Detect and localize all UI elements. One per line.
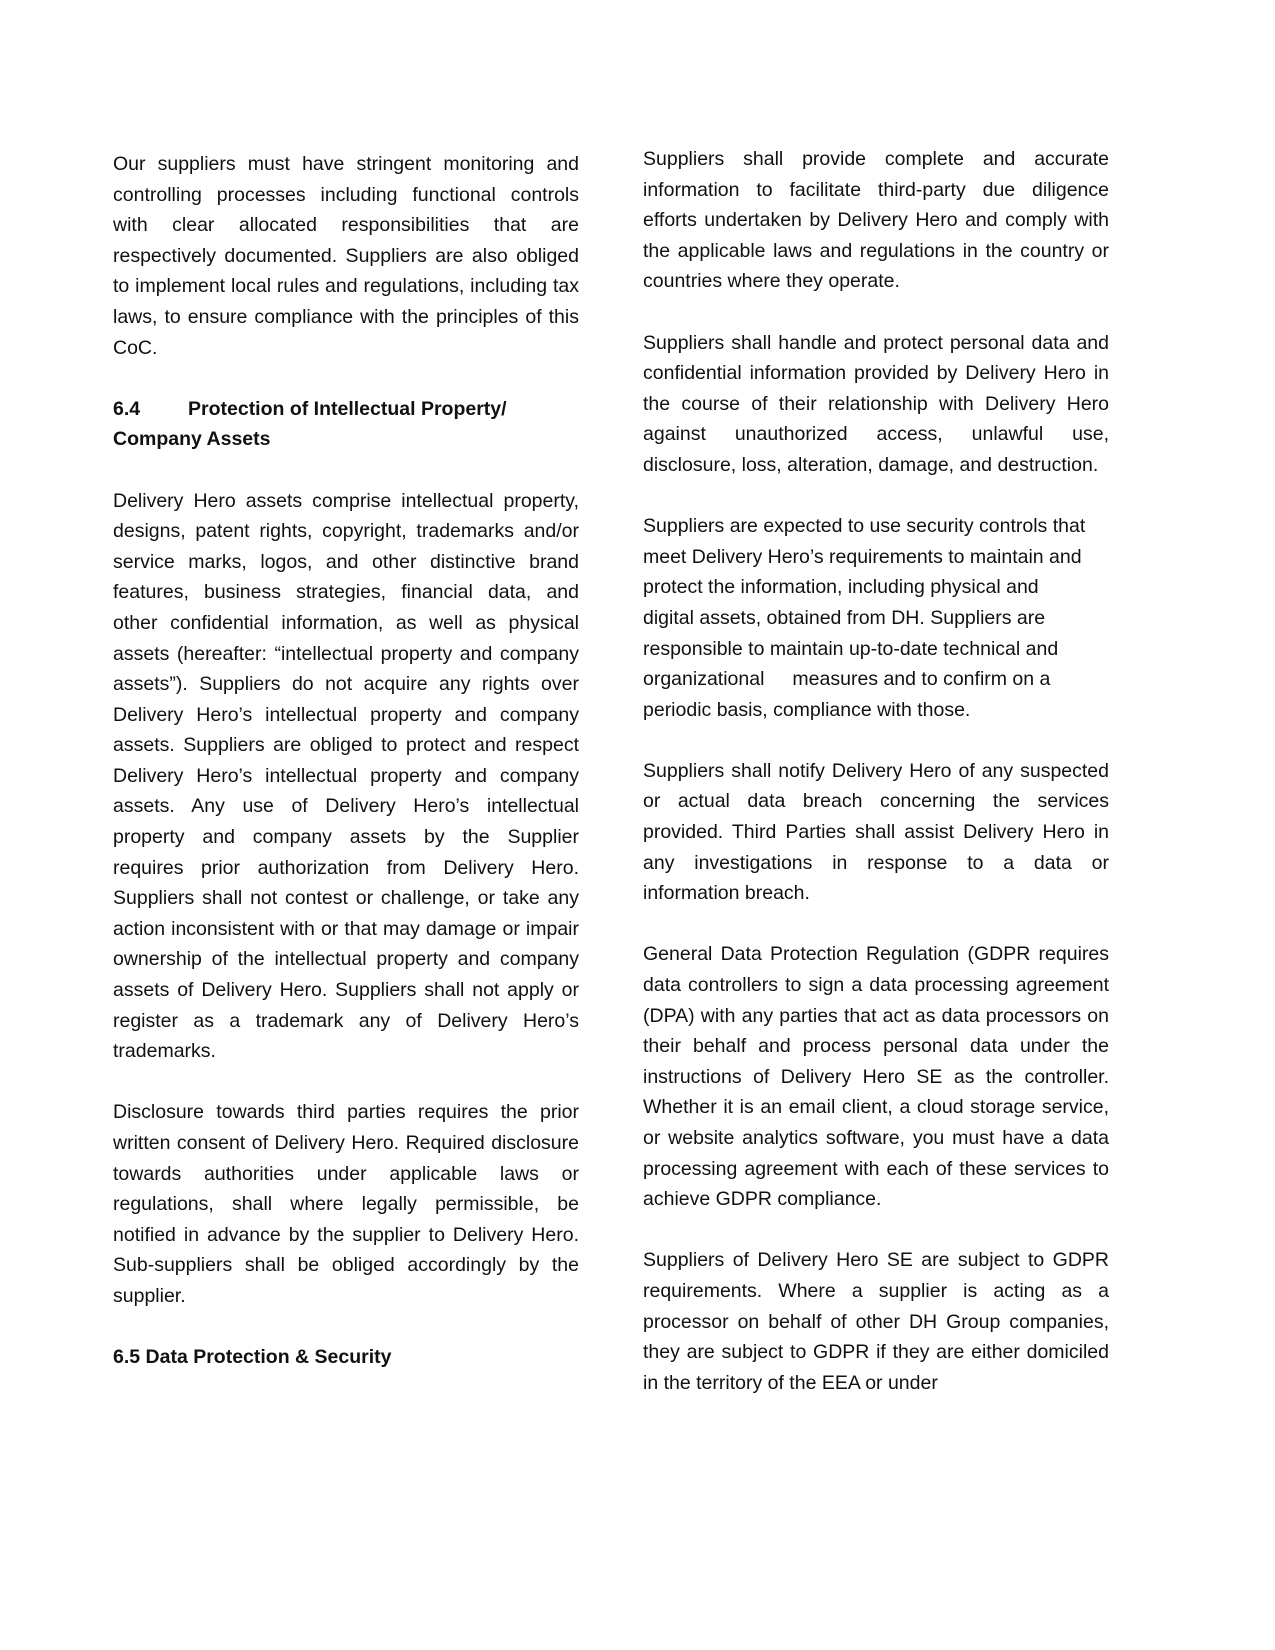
- security-controls-paragraph: [643, 511, 1109, 725]
- section-6-4-title-line1: Protection of Intellectual Property/: [188, 397, 507, 420]
- assets-paragraph: Delivery Hero assets comprise intellectual property, designs, patent rights, copyright, trademarks and/or service marks, logos, and other distinctive brand features, business strategies, financial data, and other confidential information, as well as physical assets (hereafter: “intellectual property and company assets”). Suppliers do not acquire any rights over Delivery Hero’s intellectual property and company assets. Suppliers are obliged to protect and respect Delivery Hero’s intellectual property and company assets. Any use of Delivery Hero’s intellectual property and company assets by the Supplier requires prior authorization from Delivery Hero. Suppliers shall not contest or challenge, or take any action inconsistent with or that may damage or impair ownership of the intellectual property and company assets of Delivery Hero. Suppliers shall not apply or register as a trademark any of Delivery Hero’s trademarks.: [113, 489, 579, 1063]
- section-6-5-heading: 6.5 Data Protection & Security: [113, 1346, 392, 1369]
- security-line-6b: measures and to confirm on a: [792, 668, 1051, 691]
- security-line-6a: organizational: [643, 668, 765, 691]
- security-line-1: Suppliers are expected to use security controls that: [643, 515, 1086, 538]
- security-line-2: meet Delivery Hero’s requirements to maintain and: [643, 545, 1082, 568]
- right-column: [643, 144, 1109, 1429]
- disclosure-paragraph: Disclosure towards third parties requires the prior written consent of Delivery Hero. Required disclosure towards authorities under applicable laws or regulations, shall where legally permissible, be notified in advance by the supplier to Delivery Hero. Sub-suppliers shall be obliged accordingly by the supplier.: [113, 1101, 579, 1307]
- section-6-4-number: 6.4: [113, 397, 141, 420]
- monitoring-paragraph: Our suppliers must have stringent monitoring and controlling processes including functional controls with clear allocated responsibilities that are respectively documented. Suppliers are also obliged to implement local rules and regulations, including tax laws, to ensure compliance with the principles of this CoC.: [113, 153, 579, 359]
- due-diligence-paragraph: Suppliers shall provide complete and accurate information to facilitate third-party due diligence efforts undertaken by Delivery Hero and comply with the applicable laws and regulations in the country or countries where they operate.: [643, 148, 1109, 293]
- section-6-4-title-line2: Company Assets: [113, 428, 271, 451]
- security-line-3: protect the information, including physical and: [643, 576, 1039, 599]
- security-line-7: periodic basis, compliance with those.: [643, 698, 971, 721]
- gdpr-dpa-paragraph: General Data Protection Regulation (GDPR requires data controllers to sign a data processing agreement (DPA) with any parties that act as data processors on their behalf and process personal data under the instructions of Delivery Hero SE as the controller. Whether it is an email client, a cloud storage service, or website analytics software, you must have a data processing agreement with each of these services to achieve GDPR compliance.: [643, 943, 1109, 1211]
- left-column: [113, 149, 579, 1403]
- gdpr-suppliers-paragraph: Suppliers of Delivery Hero SE are subject to GDPR requirements. Where a supplier is acting as a processor on behalf of other DH Group companies, they are subject to GDPR if they are either domiciled in the territory of the EEA or under: [643, 1249, 1109, 1394]
- security-line-4: digital assets, obtained from DH. Suppliers are: [643, 606, 1046, 629]
- security-line-5: responsible to maintain up-to-date technical and: [643, 637, 1059, 660]
- section-6-4-heading: [113, 394, 579, 455]
- data-breach-paragraph: Suppliers shall notify Delivery Hero of any suspected or actual data breach concerning the services provided. Third Parties shall assist Delivery Hero in any investigations in response to a data or information breach.: [643, 759, 1109, 905]
- personal-data-paragraph: Suppliers shall handle and protect personal data and confidential information provided by Delivery Hero in the course of their relationship with Delivery Hero against unauthorized access, unlawful use, disclosure, loss, alteration, damage, and destruction.: [643, 331, 1109, 476]
